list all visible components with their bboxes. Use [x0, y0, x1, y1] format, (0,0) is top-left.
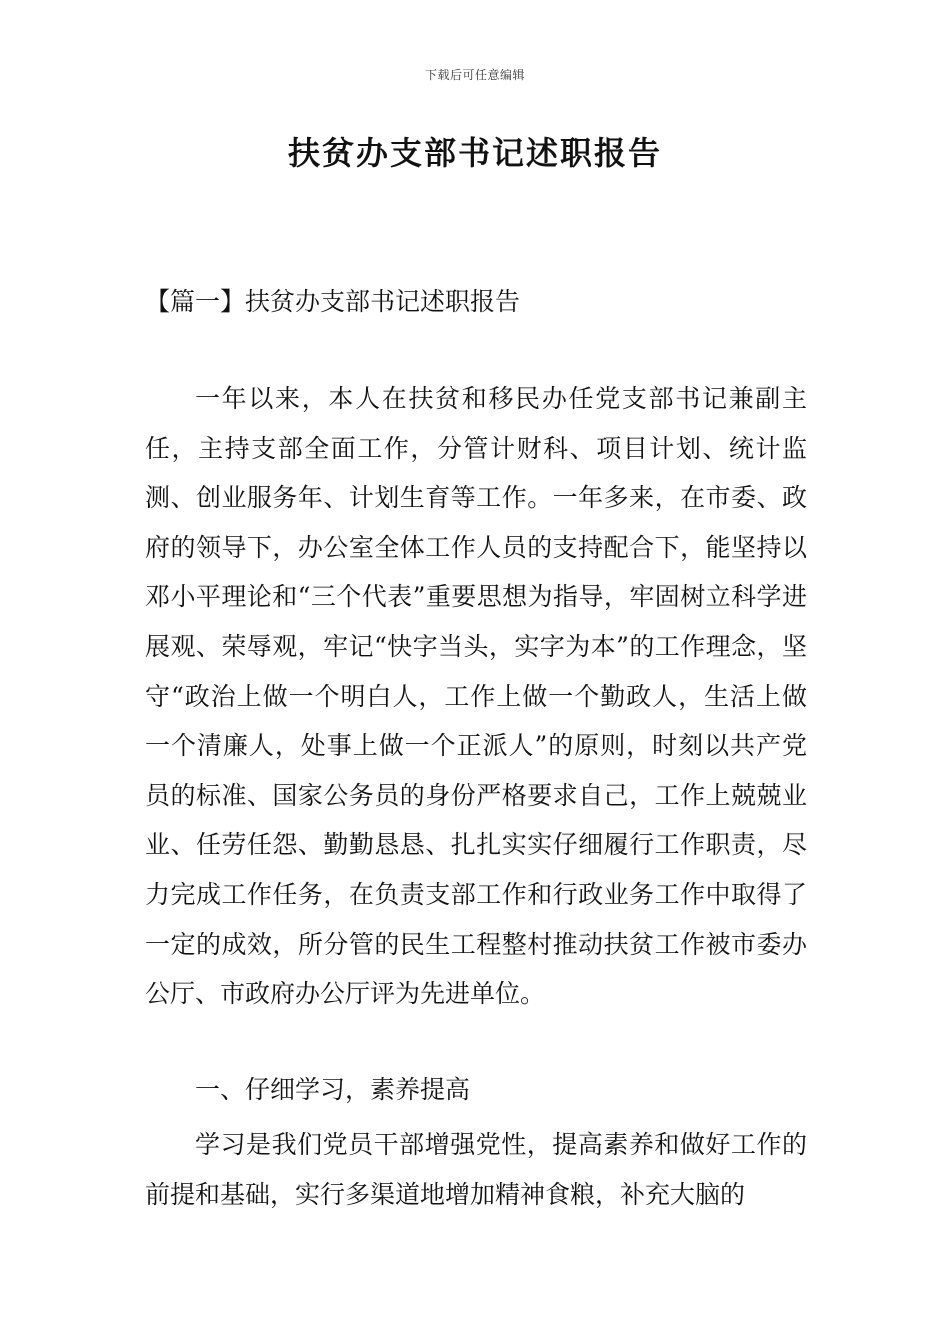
body-paragraph-2: 学习是我们党员干部增强党性，提高素养和做好工作的前提和基础，实行多渠道地增加精神食粮，补充大脑的 — [145, 1130, 807, 1209]
sub-heading-1: 一、仔细学习，素养提高 — [195, 1075, 471, 1104]
header-note: 下载后可任意编辑 — [424, 68, 525, 82]
body-paragraph-1: 一年以来，本人在扶贫和移民办任党支部书记兼副主任，主持支部全面工作，分管计财科、项目计划、统计监测、创业服务年、计划生育等工作。一年多来，在市委、政府的领导下，办公室全体工作人员的支持配合下，能坚持以邓小平理论和“三个代表”重要思想为指导，牢固树立科学进展观、荣辱观，牢记“快字当头，实字为本”的工作理念，坚守“政治上做一个明白人，工作上做一个勤政人，生活上做一个清廉人，处事上做一个正派人”的原则，时刻以共产党员的标准、国家公务员的身份严格要求自己，工作上兢兢业业、任劳任怨、勤勤恳恳、扎扎实实仔细履行工作职责，尽力完成工作任务，在负责支部工作和行政业务工作中取得了一定的成效，所分管的民生工程整村推动扶贫工作被市委办公厅、市政府办公厅评为先进单位。 — [145, 384, 807, 1009]
page-title: 扶贫办支部书记述职报告 — [287, 134, 662, 172]
section-heading: 【篇一】扶贫办支部书记述职报告 — [145, 287, 521, 316]
